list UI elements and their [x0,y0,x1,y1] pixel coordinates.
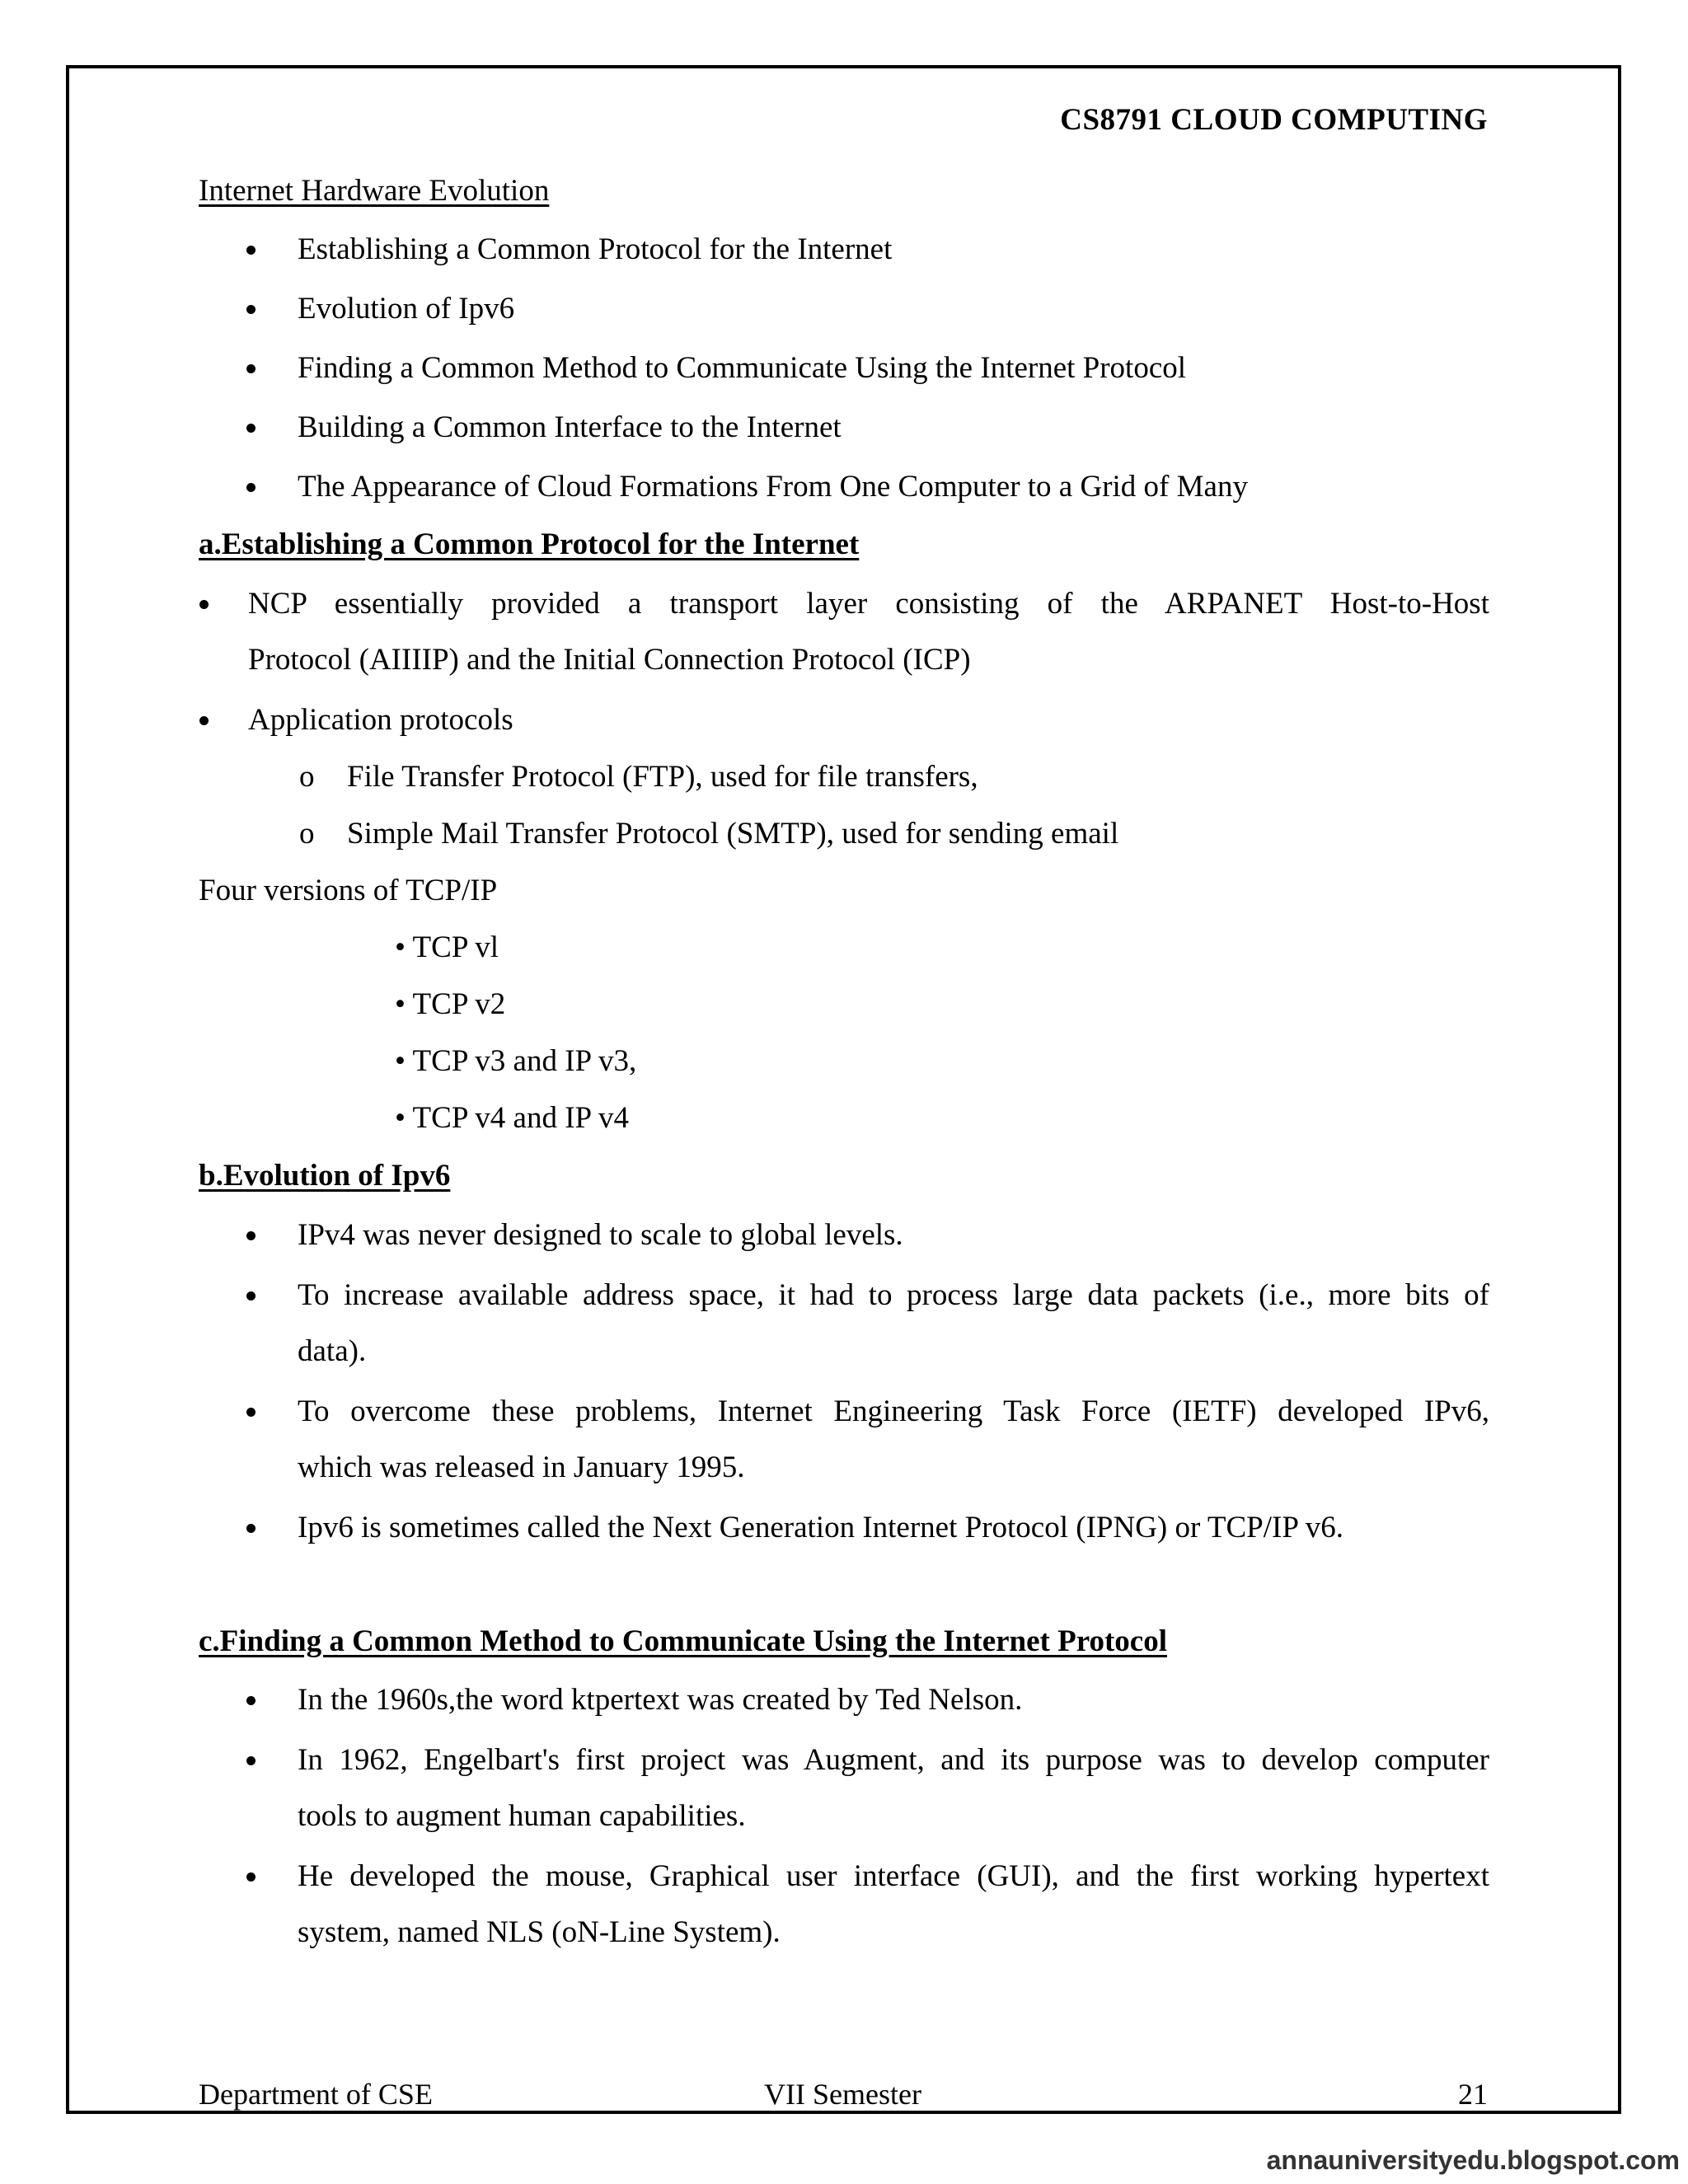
section-heading-c: c.Finding a Common Method to Communicate Using the Internet Protocol [199,1624,1168,1658]
footer-page-number: 21 [1458,2078,1488,2111]
list-item: He developed the mouse, Graphical user interface (GUI), and the first working hypertext [199,1861,1489,1891]
section-heading-internet-hardware: Internet Hardware Evolution [199,174,550,208]
list-item-ncp-line2: Protocol (AIIIIP) and the Initial Connection Protocol (ICP) [248,643,971,677]
list-item: Ipv6 is sometimes called the Next Generation Internet Protocol (IPNG) or TCP/IP v6. [199,1512,1343,1543]
list-item: In 1962, Engelbart's first project was Augment, and its purpose was to develop computer [199,1745,1489,1775]
section-heading-a: a.Establishing a Common Protocol for the Internet [199,527,860,561]
list-item: Finding a Common Method to Communicate Using the Internet Protocol [199,353,1186,383]
list-item: To increase available address space, it had to process large data packets (i.e., more bits of [199,1280,1489,1310]
list-item-continuation: tools to augment human capabilities. [298,1799,746,1833]
list-item: Evolution of Ipv6 [199,293,514,324]
list-item: Building a Common Interface to the Internet [199,412,842,443]
section-heading-b: b.Evolution of Ipv6 [199,1159,451,1193]
list-item-continuation: which was released in January 1995. [298,1451,745,1484]
tcp-versions-heading: Four versions of TCP/IP [199,874,498,907]
list-item-continuation: system, named NLS (oN-Line System). [298,1915,781,1949]
sub-list-item-smtp: o Simple Mail Transfer Protocol (SMTP), used for sending email [299,817,1119,851]
footer-semester: VII Semester [764,2078,921,2111]
tcp-version-item: • TCP v3 and IP v3, [395,1044,637,1078]
list-item: The Appearance of Cloud Formations From One Computer to a Grid of Many [199,471,1248,502]
list-item: To overcome these problems, Internet Engineering Task Force (IETF) developed IPv6, [199,1396,1489,1427]
list-item-continuation: data). [298,1334,367,1368]
course-title: CS8791 CLOUD COMPUTING [1060,103,1488,137]
circle-bullet-icon: o [299,817,315,851]
list-item: In the 1960s,the word ktpertext was created by Ted Nelson. [199,1685,1022,1715]
list-item-ncp-line1: NCP essentially provided a transport layer consisting of the ARPANET Host-to-Host [199,588,1489,619]
tcp-version-item: • TCP vl [395,930,499,964]
circle-bullet-icon: o [299,760,315,794]
list-item-application-protocols: Application protocols [199,705,513,735]
list-item: Establishing a Common Protocol for the Internet [199,234,892,265]
tcp-version-item: • TCP v4 and IP v4 [395,1101,629,1135]
sub-list-item-ftp: o File Transfer Protocol (FTP), used for file transfers, [299,760,978,794]
watermark: annauniversityedu.blogspot.com [1266,2145,1680,2175]
footer-department: Department of CSE [199,2078,433,2111]
tcp-version-item: • TCP v2 [395,987,506,1021]
list-item: IPv4 was never designed to scale to global levels. [199,1220,903,1250]
